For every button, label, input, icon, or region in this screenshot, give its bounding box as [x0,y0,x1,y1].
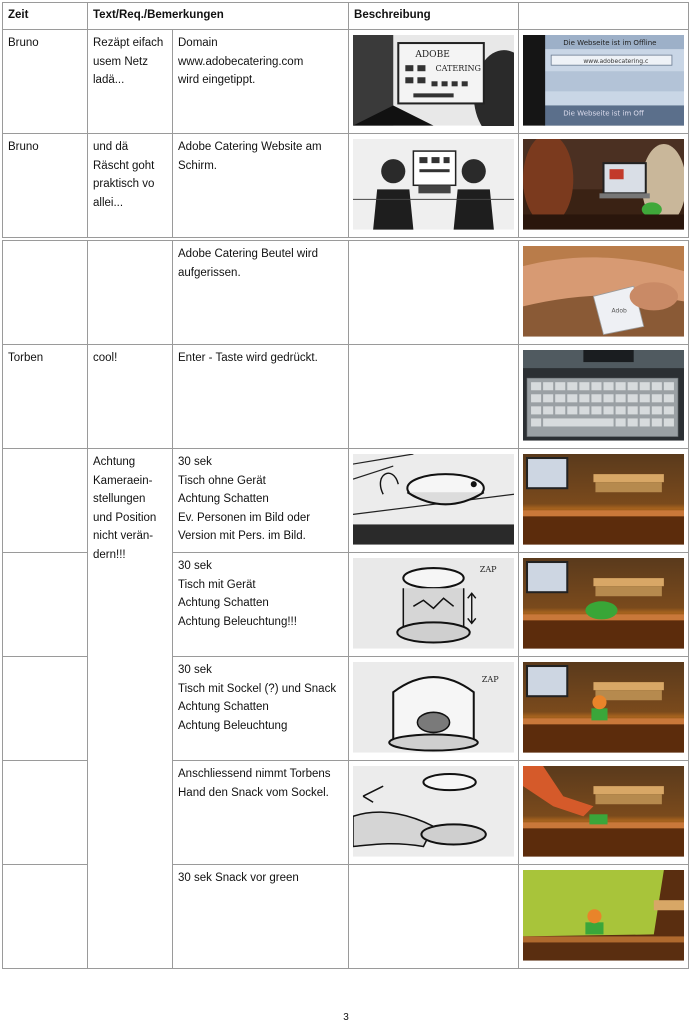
zeit-cell [3,553,88,657]
storyboard-table-1 [2,2,689,238]
table-row [3,30,689,134]
photo-cell [519,865,689,969]
sketch-two-people-at-monitor-image [353,139,514,230]
zeit-cell [3,761,88,865]
table-row [3,241,689,345]
svg-text:CATERING: CATERING [435,64,482,74]
photo-cell [519,134,689,238]
zeit-cell: Torben [3,345,88,449]
note-cell: 30 sek Snack vor green [173,865,349,969]
table-row [3,345,689,449]
dialog-cell: Rezäpt eifach usem Netz ladä... [88,30,173,134]
sketch-cell [349,449,519,553]
note-cell: Adobe Catering Website am Schirm. [173,134,349,238]
photo-cell [519,761,689,865]
svg-text:ADOBE: ADOBE [415,50,450,61]
photo-cell [519,30,689,134]
note-cell: 30 sek Tisch mit Sockel (?) und Snack Achtung Schatten Achtung Beleuchtung [173,657,349,761]
header-beschreibung: Beschreibung [349,3,519,30]
table-header-row [3,3,689,30]
photo-browser-screen-image [523,35,684,126]
page-number: 3 [343,1012,349,1023]
photo-two-people-at-laptop-image [523,139,684,230]
header-text-req: Text/Req./Bemerkungen [88,3,349,30]
table-row [3,134,689,238]
sketch-cell [349,865,519,969]
zeit-cell [3,865,88,969]
photo-table-with-green-device-image [523,558,684,649]
sketch-hand-takes-snack-image [353,766,514,857]
sketch-cell [349,241,519,345]
sketch-screen-adobe-catering-image [353,35,514,126]
svg-text:ZAP: ZAP [479,565,497,575]
photo-table-empty-image [523,454,684,545]
header-empty [519,3,689,30]
dialog-cell: und dä Räscht goht praktisch vo allei... [88,134,173,238]
table-row [3,449,689,553]
photo-hand-takes-snack-image [523,766,684,857]
header-zeit: Zeit [3,3,88,30]
photo-cell [519,345,689,449]
note-cell: Anschliessend nimmt Torbens Hand den Snack vom Sockel. [173,761,349,865]
photo-snack-green-screen-image [523,870,684,961]
dialog-cell: cool! [88,345,173,449]
sketch-device-on-table-image [353,454,514,545]
sketch-snack-in-dome-image [353,662,514,753]
svg-text:www.adobecatering.c: www.adobecatering.c [583,58,649,66]
sketch-cell [349,134,519,238]
dialog-cell [88,241,173,345]
sketch-cell [349,553,519,657]
photo-keyboard-image [523,350,684,441]
note-cell: Adobe Catering Beutel wird aufgerissen. [173,241,349,345]
svg-text:Die Webseite ist im Offline: Die Webseite ist im Offline [563,38,657,48]
photo-cell [519,241,689,345]
svg-text:Adob: Adob [611,307,627,315]
zeit-cell: Bruno [3,30,88,134]
note-cell: 30 sek Tisch ohne Gerät Achtung Schatten Ev. Personen im Bild oder Version mit Pers. im Bild. [173,449,349,553]
zeit-cell [3,449,88,553]
merged-camera-note-cell: Achtung Kameraein- stellungen und Position nicht verän- dern!!! [88,449,173,969]
note-cell: 30 sek Tisch mit Gerät Achtung Schatten Achtung Beleuchtung!!! [173,553,349,657]
photo-cell [519,553,689,657]
sketch-cell [349,345,519,449]
storyboard-table-2 [2,240,689,969]
sketch-cell [349,30,519,134]
photo-cell [519,657,689,761]
zeit-cell [3,241,88,345]
svg-text:Die Webseite ist im Off: Die Webseite ist im Off [563,108,644,118]
zeit-cell [3,657,88,761]
sketch-cell [349,657,519,761]
svg-text:ZAP: ZAP [481,675,499,685]
sketch-cell [349,761,519,865]
photo-table-with-snack-image [523,662,684,753]
note-cell: Enter - Taste wird gedrückt. [173,345,349,449]
zeit-cell: Bruno [3,134,88,238]
sketch-device-opening-image [353,558,514,649]
note-cell: Domain www.adobecatering.com wird eingetippt. [173,30,349,134]
photo-hand-tearing-bag-image [523,246,684,337]
photo-cell [519,449,689,553]
